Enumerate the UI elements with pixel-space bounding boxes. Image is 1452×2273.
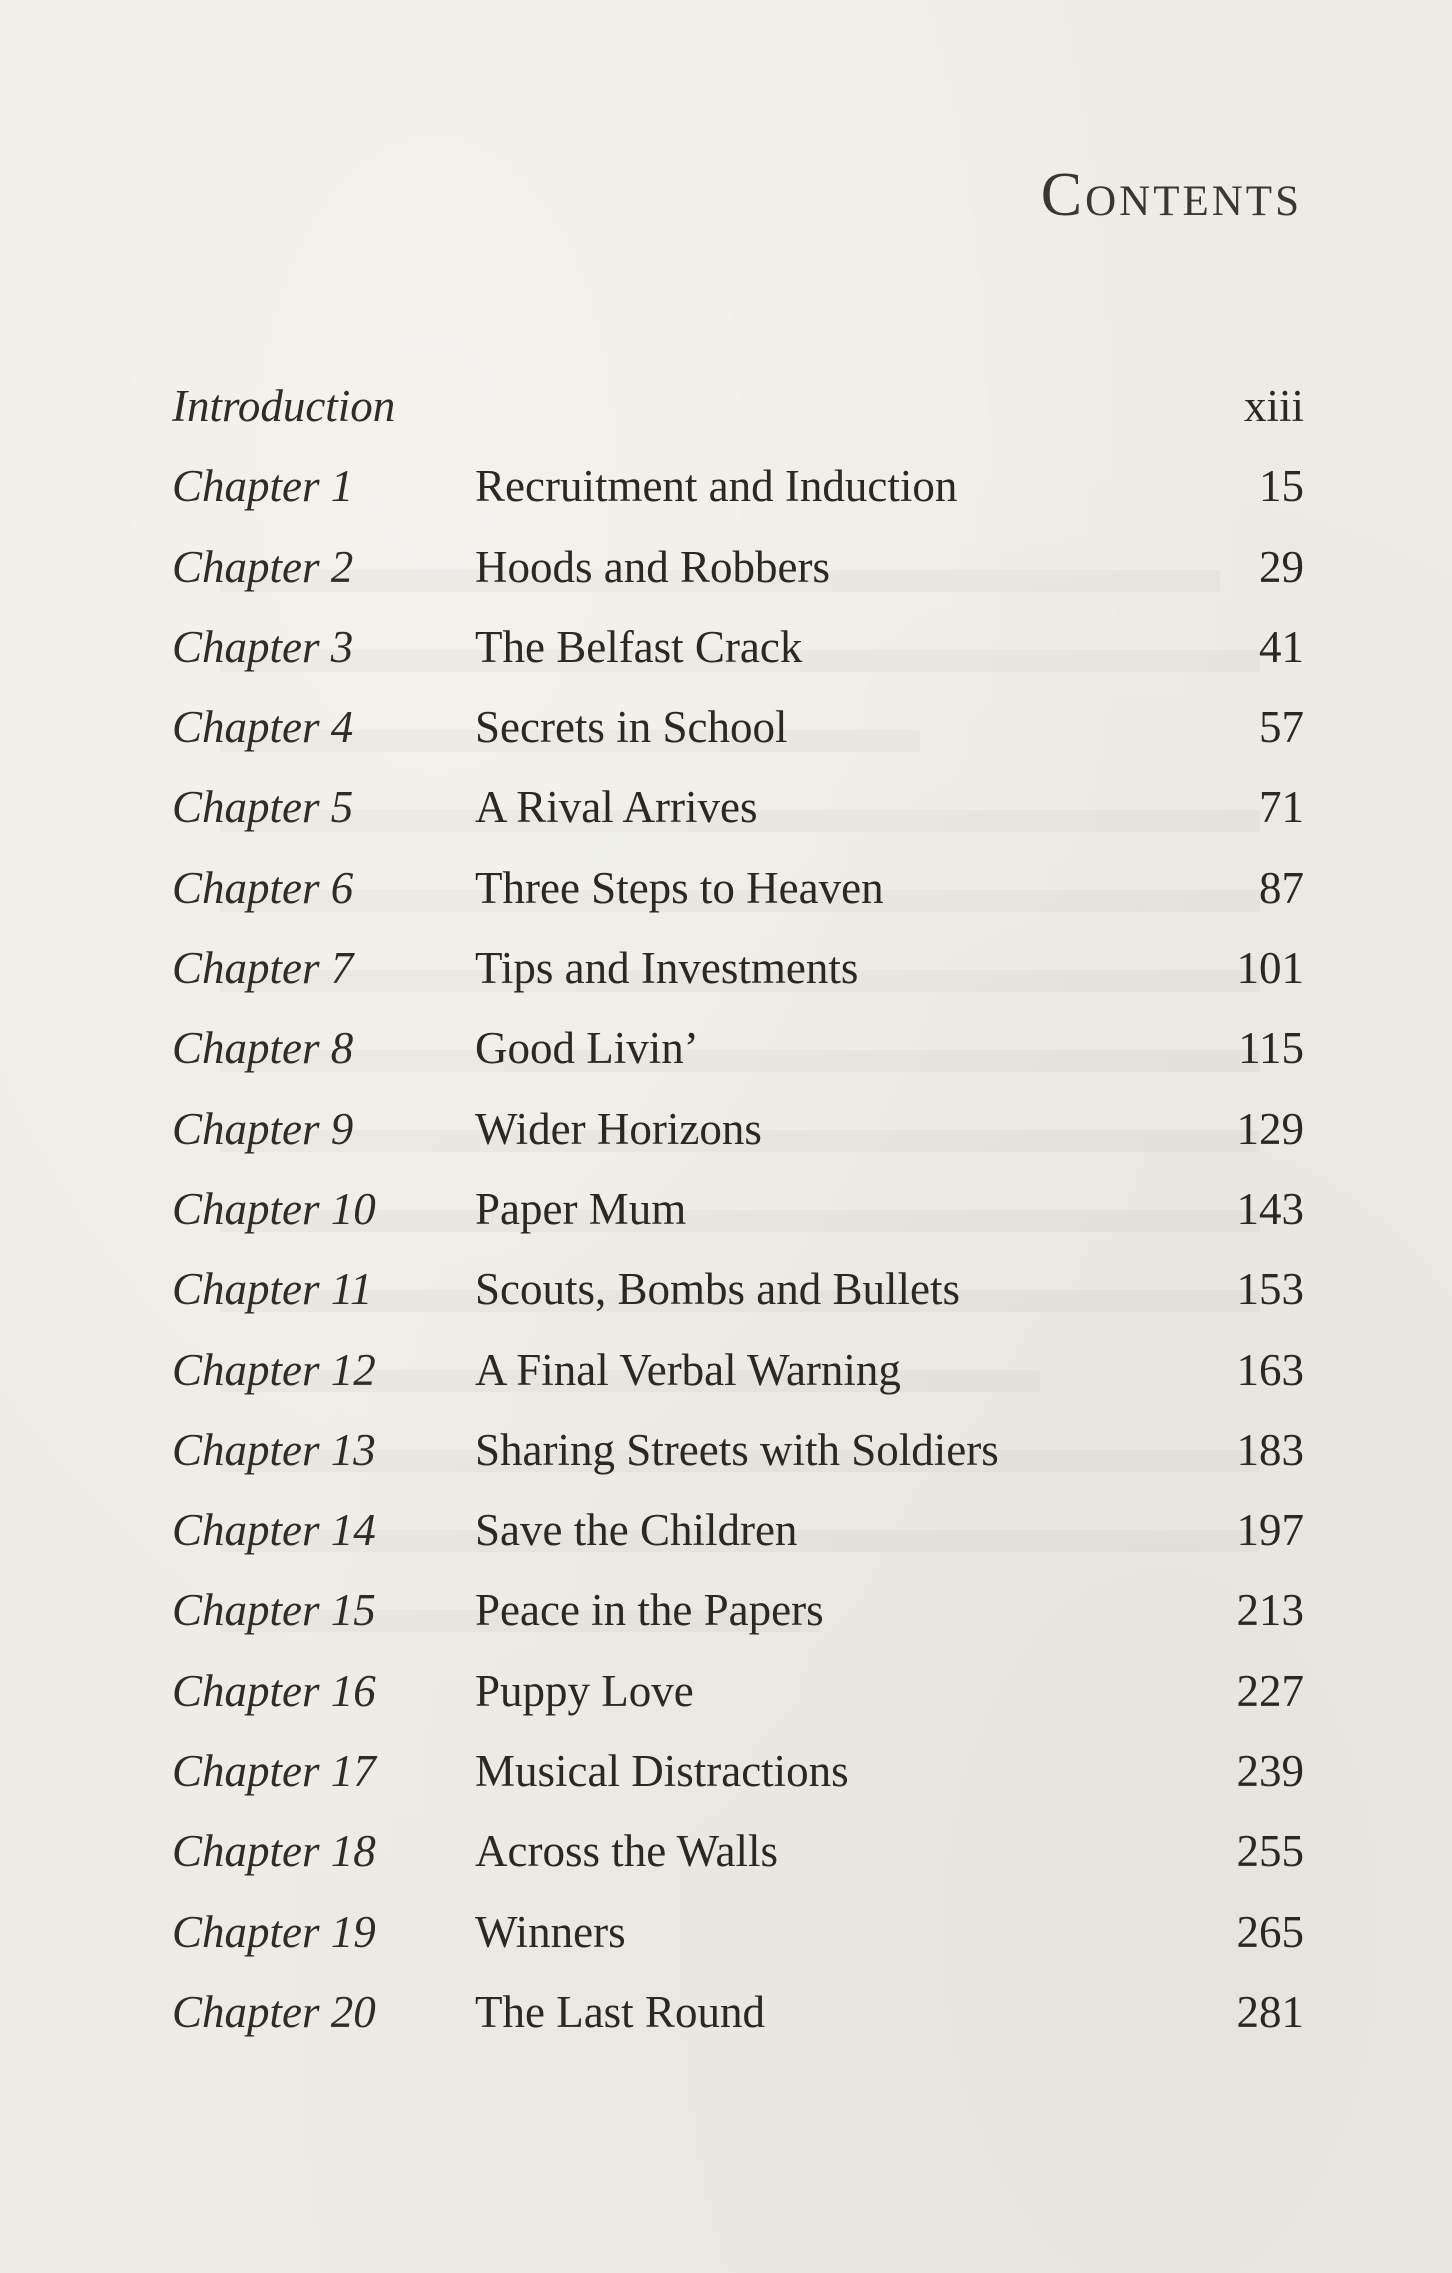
toc-entry-page-number: 129	[1236, 1103, 1304, 1154]
toc-entry	[172, 1815, 1304, 1895]
toc-entry-label: Chapter 5	[172, 782, 354, 833]
toc-entry-title: Secrets in School	[475, 702, 788, 753]
toc-entry-title: Across the Walls	[475, 1826, 779, 1877]
toc-entry	[172, 1896, 1304, 1976]
toc-entry-label: Chapter 8	[172, 1023, 354, 1074]
toc-entry	[172, 611, 1304, 691]
toc-entry-label: Chapter 9	[172, 1103, 354, 1154]
toc-entry	[172, 450, 1304, 530]
toc-entry-page-number: 15	[1259, 461, 1304, 512]
toc-entry-label: Introduction	[172, 381, 396, 431]
toc-entry	[172, 1976, 1304, 2056]
toc-entry-title: Scouts, Bombs and Bullets	[475, 1264, 961, 1315]
toc-entry-title: Tips and Investments	[475, 943, 859, 994]
toc-entry-page-number: 265	[1236, 1906, 1304, 1957]
toc-entry-page-number: 143	[1236, 1183, 1304, 1234]
toc-entry-label: Chapter 3	[172, 621, 354, 672]
toc-entry	[172, 691, 1304, 771]
toc-entry	[172, 1655, 1304, 1735]
toc-entry	[172, 1093, 1304, 1173]
toc-entry-title: Three Steps to Heaven	[475, 862, 884, 913]
toc-entry-label: Chapter 18	[172, 1826, 376, 1877]
toc-entry-label: Chapter 16	[172, 1665, 376, 1716]
toc-entry-page-number: 87	[1259, 862, 1304, 913]
toc-entry-page-number: 41	[1259, 621, 1304, 672]
toc-entry-label: Chapter 11	[172, 1264, 373, 1315]
toc-entry	[172, 1574, 1304, 1654]
toc-entry	[172, 932, 1304, 1012]
toc-entry-page-number: 197	[1236, 1505, 1304, 1556]
toc-entry-page-number: 183	[1236, 1424, 1304, 1475]
toc-entry-page-number: 281	[1236, 1986, 1304, 2037]
toc-entry-page-number: 163	[1236, 1344, 1304, 1395]
toc-entry-title: Hoods and Robbers	[475, 541, 830, 592]
toc-entry-label: Chapter 1	[172, 461, 354, 512]
toc-entry-label: Chapter 6	[172, 862, 354, 913]
toc-entry-label: Chapter 10	[172, 1183, 376, 1234]
toc-entry	[172, 1334, 1304, 1414]
toc-entry	[172, 1494, 1304, 1574]
toc-entry-title: A Final Verbal Warning	[475, 1344, 901, 1395]
toc-entry-title: Paper Mum	[475, 1183, 687, 1234]
toc-entry-title: Sharing Streets with Soldiers	[475, 1424, 999, 1475]
toc-entry-page-number: 71	[1259, 782, 1304, 833]
toc-entry	[172, 1173, 1304, 1253]
toc-entry-page-number: 213	[1236, 1585, 1304, 1636]
toc-entry	[172, 1414, 1304, 1494]
toc-entry-page-number: 57	[1259, 702, 1304, 753]
toc-entry-page-number: 239	[1236, 1746, 1304, 1797]
toc-entry-page-number: 29	[1259, 541, 1304, 592]
toc-entry-label: Chapter 20	[172, 1986, 376, 2037]
toc-entry-title: Musical Distractions	[475, 1746, 849, 1797]
toc-entry-page-number: 101	[1236, 943, 1304, 994]
toc-entry-title: Winners	[475, 1906, 626, 1957]
toc-entry	[172, 531, 1304, 611]
toc-entry-title: Good Livin’	[475, 1023, 699, 1074]
toc-entry-page-number: 115	[1238, 1023, 1304, 1074]
toc-entry-label: Chapter 4	[172, 702, 354, 753]
toc-entry-title: The Belfast Crack	[475, 621, 803, 672]
toc-entry	[172, 370, 1304, 450]
toc-entry-page-number: 227	[1236, 1665, 1304, 1716]
toc-entry-title: Peace in the Papers	[475, 1585, 824, 1636]
toc-entry-label: Chapter 13	[172, 1424, 376, 1475]
toc-entry-label: Chapter 14	[172, 1505, 376, 1556]
toc-entry	[172, 1735, 1304, 1815]
toc-entry	[172, 1012, 1304, 1092]
toc-entry	[172, 1253, 1304, 1333]
toc-entry-label: Chapter 17	[172, 1746, 376, 1797]
toc-entry-title: The Last Round	[475, 1986, 765, 2037]
table-of-contents	[172, 370, 1304, 2056]
toc-entry-label: Chapter 12	[172, 1344, 376, 1395]
toc-entry	[172, 852, 1304, 932]
toc-entry-label: Chapter 2	[172, 541, 354, 592]
toc-entry-label: Chapter 15	[172, 1585, 376, 1636]
toc-entry-label: Chapter 19	[172, 1906, 376, 1957]
page-title: Contents	[1040, 161, 1302, 229]
toc-entry-title: Save the Children	[475, 1505, 798, 1556]
toc-entry-title: Puppy Love	[475, 1665, 694, 1716]
toc-entry-label: Chapter 7	[172, 943, 354, 994]
toc-entry	[172, 771, 1304, 851]
toc-entry-title: Wider Horizons	[475, 1103, 762, 1154]
toc-entry-title: Recruitment and Induction	[475, 461, 958, 512]
toc-entry-page-number: 255	[1236, 1826, 1304, 1877]
toc-entry-page-number: xiii	[1243, 381, 1304, 431]
toc-entry-page-number: 153	[1236, 1264, 1304, 1315]
toc-entry-title: A Rival Arrives	[475, 782, 758, 833]
